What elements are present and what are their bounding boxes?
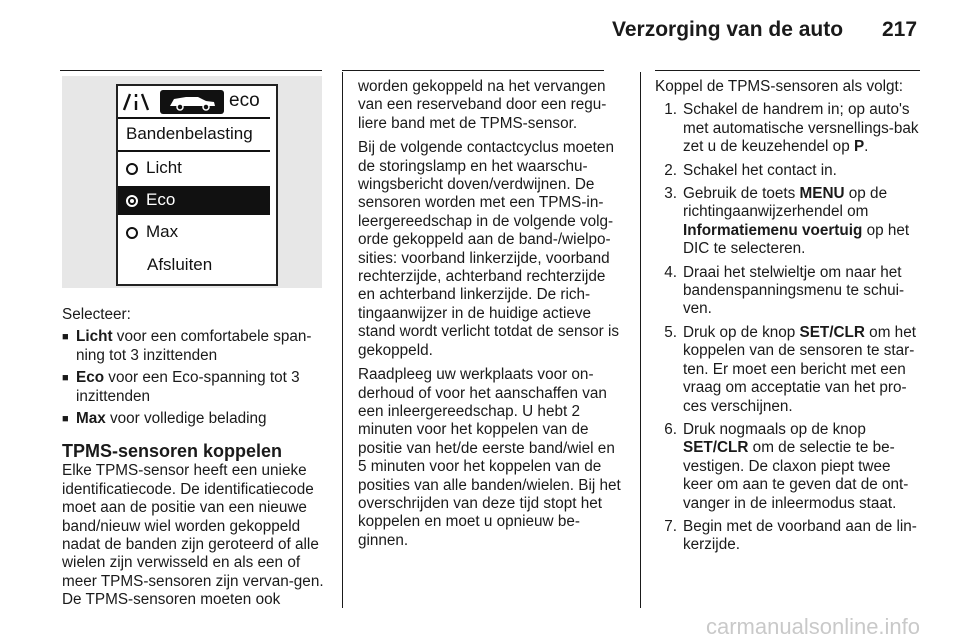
step-text: Druk op de knop — [683, 323, 800, 341]
bullet-text: voor een comfortabele span-ning tot 3 inzittenden — [76, 328, 312, 364]
step-key: SET/CLR — [683, 439, 749, 457]
step-number: 2. — [664, 161, 677, 179]
column-rule — [342, 70, 604, 71]
list-item — [655, 185, 920, 259]
radio-on-icon — [126, 195, 138, 207]
intro-text: Selecteer: — [62, 306, 131, 323]
step-text: . — [864, 138, 869, 156]
step-number: 3. — [664, 185, 677, 203]
step-key: P — [853, 138, 865, 156]
eco-indicator: eco — [229, 90, 260, 111]
page-header-title: Verzorging van de auto — [612, 18, 844, 41]
step-text: op het DIC te selecteren. — [683, 221, 910, 258]
page-number: 217 — [882, 18, 918, 41]
step-text: op de richtingaanwijzerhendel om — [683, 185, 888, 221]
list-item — [62, 328, 326, 365]
step-text: om het koppelen van de sensoren te star-ten. Er moet een bericht met een vraag om acceptatie van het pro-ces verschijnen. — [683, 323, 916, 415]
bullet-text: voor volledige belading — [105, 410, 267, 428]
bullet-icon: ■ — [62, 331, 69, 344]
step-text: Draai het stelwieltje om naar het bandenspanningsmenu te schui-ven. — [683, 263, 905, 318]
step-number: 1. — [664, 101, 677, 119]
step-text: Schakel de handrem in; op auto's met automatische versnellings-bak zet u de keuzehendel op — [683, 101, 919, 156]
option-max: Max — [146, 222, 179, 241]
step-key: MENU — [799, 185, 845, 203]
section-heading: TPMS-sensoren koppelen — [62, 441, 283, 462]
radio-off-icon — [126, 163, 138, 175]
bullet-term: Licht — [76, 328, 113, 346]
step-number: 4. — [664, 263, 677, 281]
option-afsluiten: Afsluiten — [147, 255, 213, 274]
list-item — [655, 518, 920, 555]
intro-text: Koppel de TPMS-sensoren als volgt: — [655, 78, 903, 95]
step-key: SET/CLR — [799, 323, 865, 341]
list-item — [62, 410, 326, 428]
step-number: 5. — [664, 323, 677, 341]
option-licht: Licht — [146, 158, 182, 177]
list-item — [655, 421, 920, 513]
body-paragraph: Elke TPMS-sensor heeft een unieke identificatiecode. De identificatiecode moet aan de positie van een nieuwe band/nieuw wiel worden gekoppeld nadat de banden zijn geroteerd of alle wielen zijn verwisseld en als een of meer TPMS-sensoren zijn vervan-gen. De TPMS-sensoren moeten ook — [62, 462, 324, 609]
step-text: Schakel het contact in. — [683, 161, 837, 179]
option-selected-highlight — [118, 186, 270, 215]
column-rule — [60, 70, 322, 71]
column-3 — [655, 78, 920, 555]
list-item — [62, 369, 326, 406]
display-divider — [118, 117, 270, 119]
list-item — [655, 264, 920, 319]
column-separator — [342, 72, 343, 608]
body-paragraph: Raadpleeg uw werkplaats voor on-derhoud of voor het aanschaffen van een inleergereedschap. U hebt 2 minuten voor het koppelen van de positie van het/de eerste band/wiel en 5 minuten voor het koppelen van de posities van alle banden/wielen. Bij het overschrijden van deze tijd stopt het koppelen en moet u opnieuw be-ginnen. — [358, 366, 621, 549]
radio-off-icon — [126, 227, 138, 239]
step-text: om de selectie te be-vestigen. De claxon piept twee keer om aan te geven dat de ont-vanger in de inleermodus staat. — [683, 439, 909, 512]
bullet-term: Max — [76, 410, 106, 428]
column-rule — [655, 70, 920, 71]
column-2 — [358, 78, 624, 550]
display-divider — [118, 150, 270, 152]
watermark: carmanualsonline.info — [706, 614, 921, 639]
step-number: 6. — [664, 420, 677, 438]
column-1 — [62, 306, 326, 610]
list-item — [655, 162, 920, 180]
step-number: 7. — [664, 517, 677, 535]
step-text: Gebruik de toets — [683, 185, 800, 203]
step-text: Druk nogmaals op de knop — [683, 420, 866, 438]
display-title: Bandenbelasting — [126, 124, 253, 143]
bullet-text: voor een Eco-spanning tot 3 inzittenden — [76, 369, 300, 405]
body-paragraph: Bij de volgende contactcyclus moeten de storingslamp en het waarschu-wingsbericht doven/verdwijnen. De sensoren worden met een TPMS-in-leergereedschap in de volgende volg-orde gekoppeld aan de band-/wielpo-sities: voorband linkerzijde, voorband rechterzijde, achterband rechterzijde en achterband linkerzijde. De rich-tingaanwijzer in de huidige actieve stand wordt verlicht totdat de sensor is gekoppeld. — [358, 139, 620, 359]
bullet-term: Eco — [76, 369, 105, 387]
body-paragraph: worden gekoppeld na het vervangen van een reserveband door een regu-liere band met de TPMS-sensor. — [358, 78, 607, 132]
step-key: Informatiemenu voertuig — [683, 221, 863, 239]
list-item — [655, 101, 920, 156]
list-item — [655, 324, 920, 416]
step-text: Begin met de voorband aan de lin-kerzijde. — [683, 517, 917, 554]
bullet-icon: ■ — [62, 372, 69, 385]
tire-icon — [124, 94, 148, 110]
column-separator — [640, 72, 641, 608]
option-eco: Eco — [146, 190, 176, 209]
bullet-icon: ■ — [62, 413, 69, 426]
step-list — [655, 101, 920, 554]
